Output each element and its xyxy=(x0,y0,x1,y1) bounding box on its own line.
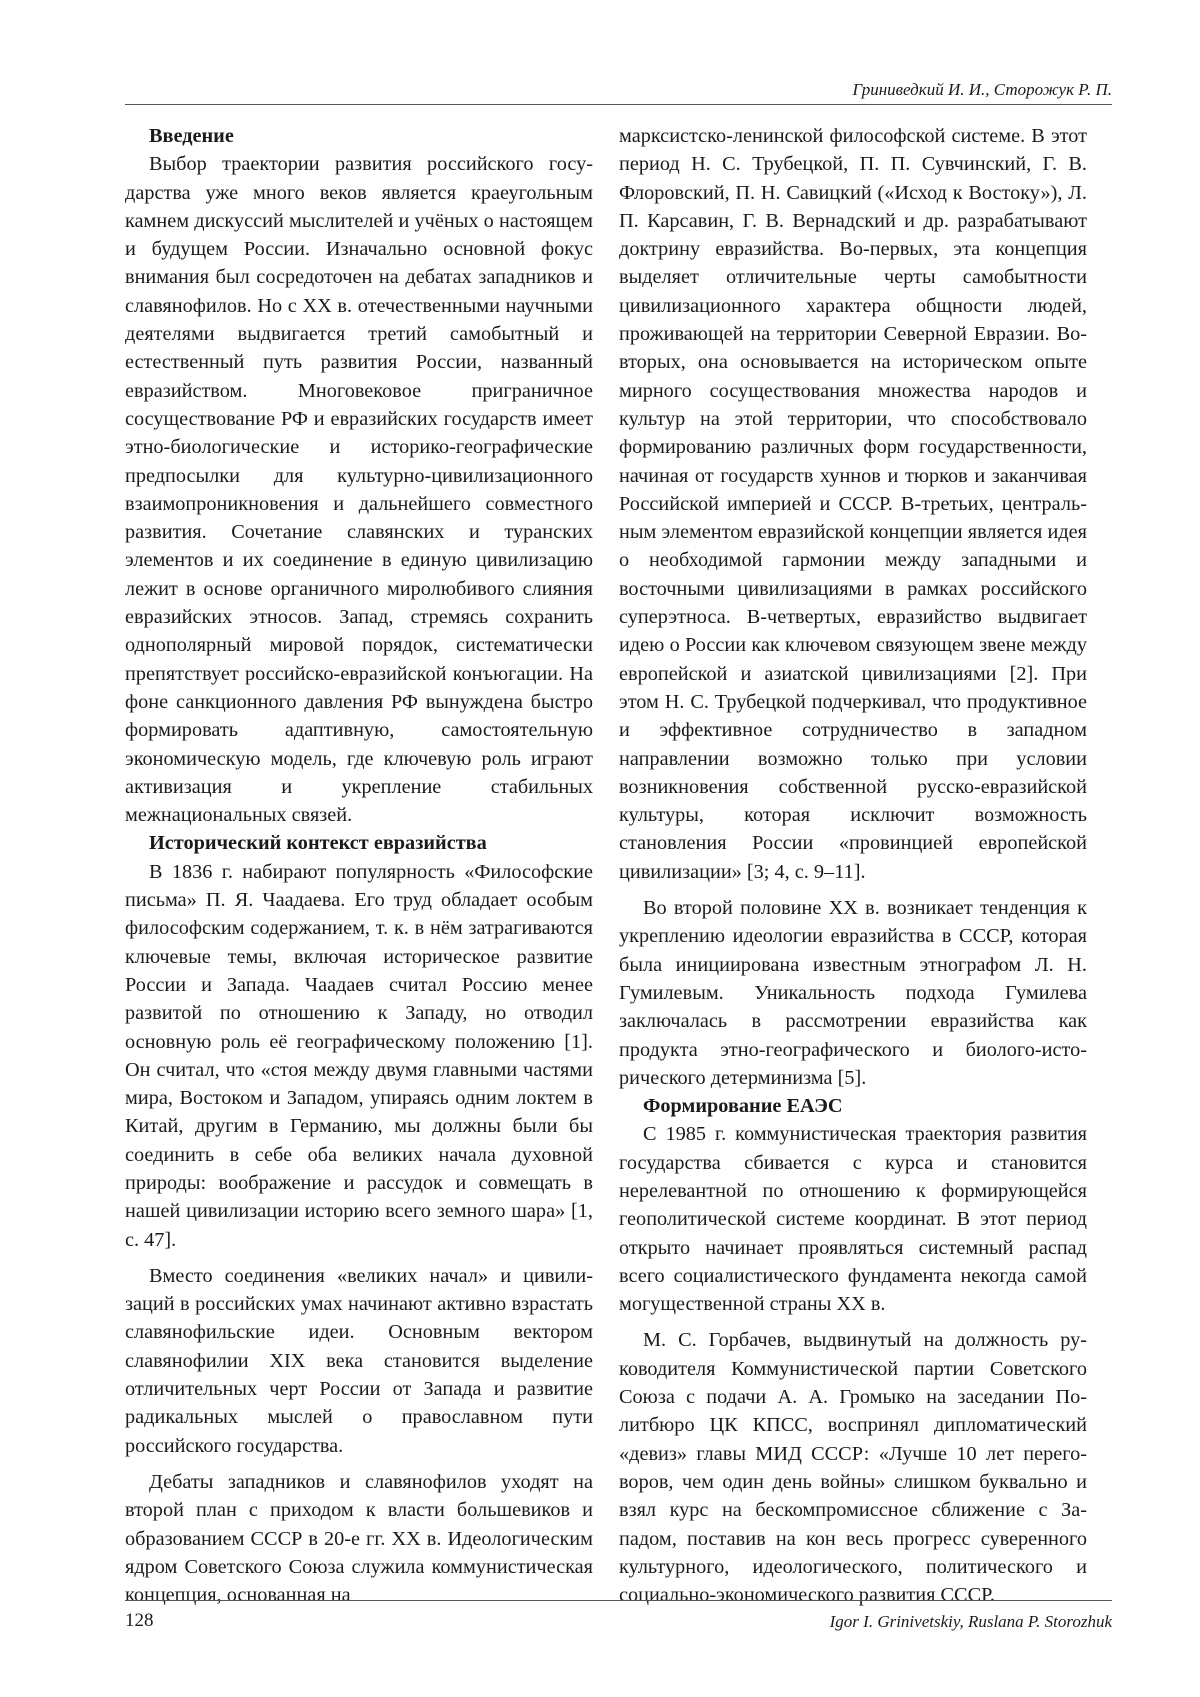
section-heading-historical-context: Исторический контекст евразийства xyxy=(149,832,487,855)
header-rule xyxy=(125,104,1112,105)
right-column xyxy=(619,122,1087,1609)
running-head-authors: Гриниведкий И. И., Сторожук Р. П. xyxy=(852,80,1112,99)
left-column xyxy=(125,122,593,1609)
paragraph: В 1836 г. набирают популярность «Философские письма» П. Я. Чаадаева. Его труд обладает особым философским содержанием, т. к. в нём затрагиваются ключевые темы, включая историческое развитие России и Запада. Чаадаев считал Россию менее развитой по отношению к Западу, но отводил основную роль её географическому положению [1]. Он считал, что «стоя между двумя главными частями мира, Востоком и Западом, упираясь одним локтем в Китай, другим в Германию, мы должны были бы соединить в себе оба великих начала духовной природы: воображение и рассудок и совмещать в нашей цивилизации историю всего земного шара» [1, с. 47]. xyxy=(125,860,593,1251)
footer-rule xyxy=(125,1600,1112,1601)
paragraph: Выбор траектории развития российского государства уже много веков является краеугольным камнем дискуссий мыслителей и учёных о настоящем и будущем России. Изначально основной фокус внимания был сосредоточен на дебатах западников и славянофилов. Но с XX в. отечественными научными деятелями выдвигается третий самобытный и естественный путь развития России, названный евразийством. Многовековое приграничное сосуществование РФ и евразийских государств имеет этно-биологические и историко-географические предпосылки для культурно-цивилизационного взаимопроникновения и дальнейшего совместного развития. Сочетание славянских и туранских элементов и их соединение в единую цивилизацию лежит в основе органичного миролюбивого слияния евразийских этносов. Запад, стремясь сохранить однополярный мировой порядок, систематически препятствует российско-евразийской конъюгации. На фоне санкционного давления РФ вынуждена быстро формировать адаптивную, самостоятельную экономическую модель, где ключевую роль играют активизация и укрепление стабильных межнациональных связей. xyxy=(125,153,593,827)
section-heading-eaes: Формирование ЕАЭС xyxy=(643,1095,843,1118)
paragraph: М. С. Горбачев, выдвинутый на должность руководителя Коммунистической партии Советского Союза с подачи А. А. Громыко на заседании Политбюро ЦК КПСС, воспринял дипломатический «девиз» главы МИД СССР: «Лучше 10 лет переговоров, чем один день войны» слишком буквально и взял курс на бескомпромиссное сближение с Западом, поставив на кон весь прогресс суверенного культурного, идеологического, политического и социально-экономического развития СССР. xyxy=(619,1329,1087,1607)
paragraph: Во второй половине XX в. возникает тенденция к укреплению идеологии евразийства в СССР, которая была инициирована известным этнографом Л. Н. Гумилевым. Уникальность подхода Гумилева заключалась в рассмотрении евразийства как продукта этно-географического и биолого-исторического детерминизма [5]. xyxy=(619,897,1087,1089)
paragraph: марксистско-ленинской философской системе. В этот период Н. С. Трубецкой, П. П. Сувчинский, Г. В. Флоровский, П. Н. Савицкий («Исход к Востоку»), Л. П. Карсавин, Г. В. Вернадский и др. разрабатывают доктрину евразийства. Во-первых, эта концепция выделяет отличительные черты самобытности цивилизационного характера общности людей, проживающей на территории Северной Евразии. Во-вторых, она основывается на историческом опыте мирного сосуществования множества народов и культур на этой территории, что способствовало формированию различных форм государственности, начиная от государств хуннов и тюрков и заканчивая Российской империей и СССР. В-третьих, центральным элементом евразийской концепции является идея о необходимой гармонии между западными и восточными цивилизациями в рамках российского суперэтноса. В-четвертых, евразийство выдвигает идею о России как ключевом связующем звене между европейской и азиатской цивилизациями [2]. При этом Н. С. Трубецкой подчеркивал, что продуктивное и эффективное сотрудничество в западном направлении возможно только при условии возникновения собственной русско-евразийской культуры, которая исключит возможность становления России «провинцией европейской цивилизации» [3; 4, с. 9–11]. xyxy=(619,125,1087,883)
page-number: 128 xyxy=(125,1610,154,1631)
running-foot-authors: Igor I. Grinivetskiy, Ruslana P. Storozhuk xyxy=(829,1612,1112,1631)
paragraph: Дебаты западников и славянофилов уходят на второй план с приходом к власти большевиков и образованием СССР в 20-е гг. XX в. Идеологическим ядром Советского Союза служила коммунистическая концепция, основанная на xyxy=(125,1470,593,1607)
section-heading-introduction: Введение xyxy=(149,125,234,147)
paragraph: С 1985 г. коммунистическая траектория развития государства сбивается с курса и становится нерелевантной по отношению к формирующейся геополитической системе координат. В этот период открыто начинает проявляться системный распад всего социалистического фундамента некогда самой могущественной страны XX в. xyxy=(619,1123,1087,1316)
paragraph: Вместо соединения «великих начал» и цивилизаций в российских умах начинают активно взрастать славянофильские идеи. Основным вектором славянофилии XIX века становится выделение отличительных черт России от Запада и развитие радикальных мыслей о православном пути российского государства. xyxy=(125,1264,593,1457)
